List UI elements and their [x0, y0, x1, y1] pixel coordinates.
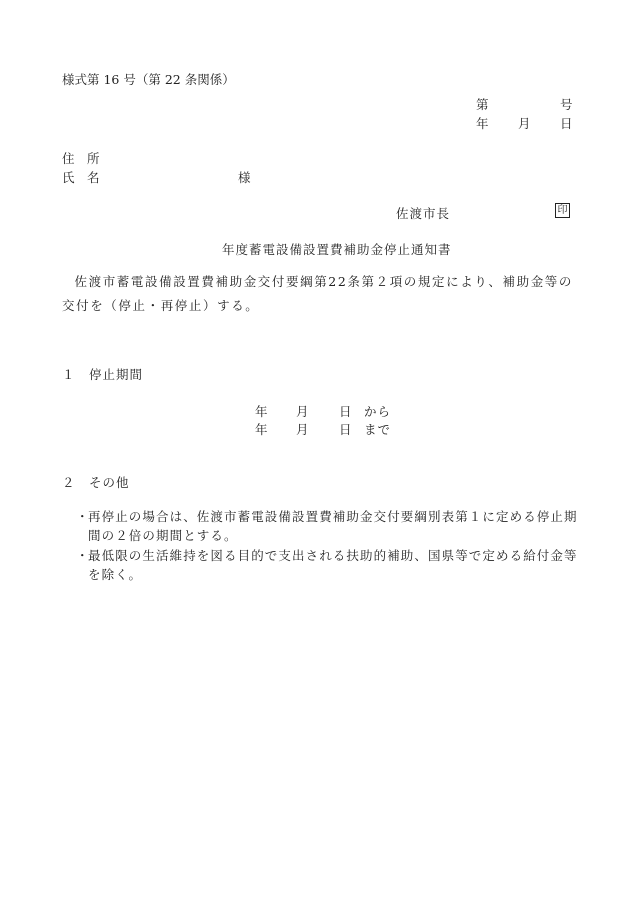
period-from-year: 年 — [255, 404, 268, 419]
period-from-month: 月 — [296, 404, 309, 419]
note-text: 再停止の場合は、佐渡市蓄電設備設置費補助金交付要綱別表第１に定める停止期間の２倍の期間とする。 — [88, 509, 578, 543]
bullet-marker: ・ — [76, 548, 90, 563]
period-to-day: 日 — [339, 422, 352, 437]
name-label: 氏 名 — [62, 170, 100, 185]
document-title: 年度蓄電設備設置費補助金停止通知書 — [222, 242, 452, 257]
section-2-heading: その他 — [89, 475, 130, 490]
section-1-heading: 停止期間 — [89, 367, 144, 382]
note-text: 最低限の生活維持を図る目的で支出される扶助的補助、国県等で定める給付金等を除く。 — [88, 548, 578, 582]
period-to-year: 年 — [255, 422, 268, 437]
doc-number-go: 号 — [560, 97, 573, 112]
seal-stamp: 印 — [555, 203, 570, 218]
list-item — [76, 546, 581, 584]
period-to-suffix: まで — [364, 422, 392, 437]
form-number: 様式第 16 号（第 22 条関係） — [62, 72, 235, 87]
address-label: 住 所 — [62, 151, 100, 166]
issuer-mayor: 佐渡市長 — [396, 206, 451, 221]
list-item — [76, 507, 581, 545]
section-1-number: １ — [62, 367, 75, 382]
date-day: 日 — [560, 116, 573, 131]
doc-number-dai: 第 — [476, 97, 489, 112]
bullet-marker: ・ — [76, 509, 90, 524]
honorific-sama: 様 — [238, 170, 251, 185]
date-month: 月 — [518, 116, 531, 131]
period-from-suffix: から — [364, 404, 392, 419]
body-paragraph: 佐渡市蓄電設備設置費補助金交付要綱第22条第２項の規定により、補助金等の交付を（停止・再停止）する。 — [62, 274, 574, 313]
notes-list — [76, 507, 581, 585]
section-2-number: ２ — [62, 475, 75, 490]
date-year: 年 — [476, 116, 489, 131]
period-from-day: 日 — [339, 404, 352, 419]
period-to-month: 月 — [296, 422, 309, 437]
